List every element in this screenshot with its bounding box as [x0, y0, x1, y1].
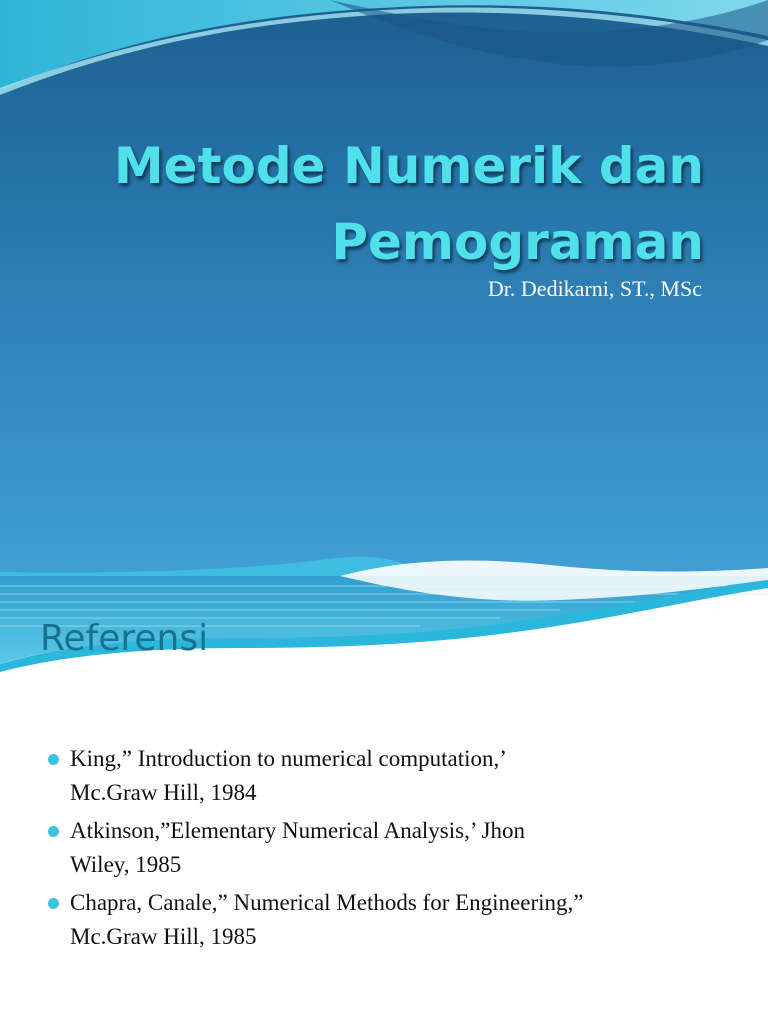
- list-item: [46, 742, 736, 810]
- reference-line: Mc.Graw Hill, 1985: [70, 924, 257, 949]
- reference-slide: [0, 576, 768, 1024]
- bullet-icon: [48, 754, 59, 765]
- bullet-icon: [48, 826, 59, 837]
- title-line-1: Metode Numerik dan: [113, 137, 704, 195]
- reference-line: Atkinson,”Elementary Numerical Analysis,’ Jhon: [70, 818, 526, 843]
- reference-list: [46, 742, 736, 958]
- slide-heading: Referensi: [40, 618, 209, 659]
- list-item: [46, 886, 736, 954]
- presentation-title: [64, 128, 704, 280]
- reference-line: Wiley, 1985: [70, 852, 182, 877]
- title-line-2: Pemograman: [331, 213, 704, 271]
- reference-line: King,” Introduction to numerical computation,’: [70, 746, 507, 771]
- author-subtitle: Dr. Dedikarni, ST., MSc: [487, 276, 702, 301]
- reference-line: Mc.Graw Hill, 1984: [70, 780, 257, 805]
- bullet-icon: [48, 898, 59, 909]
- reference-line: Chapra, Canale,” Numerical Methods for Engineering,”: [70, 890, 584, 915]
- list-item: [46, 814, 736, 882]
